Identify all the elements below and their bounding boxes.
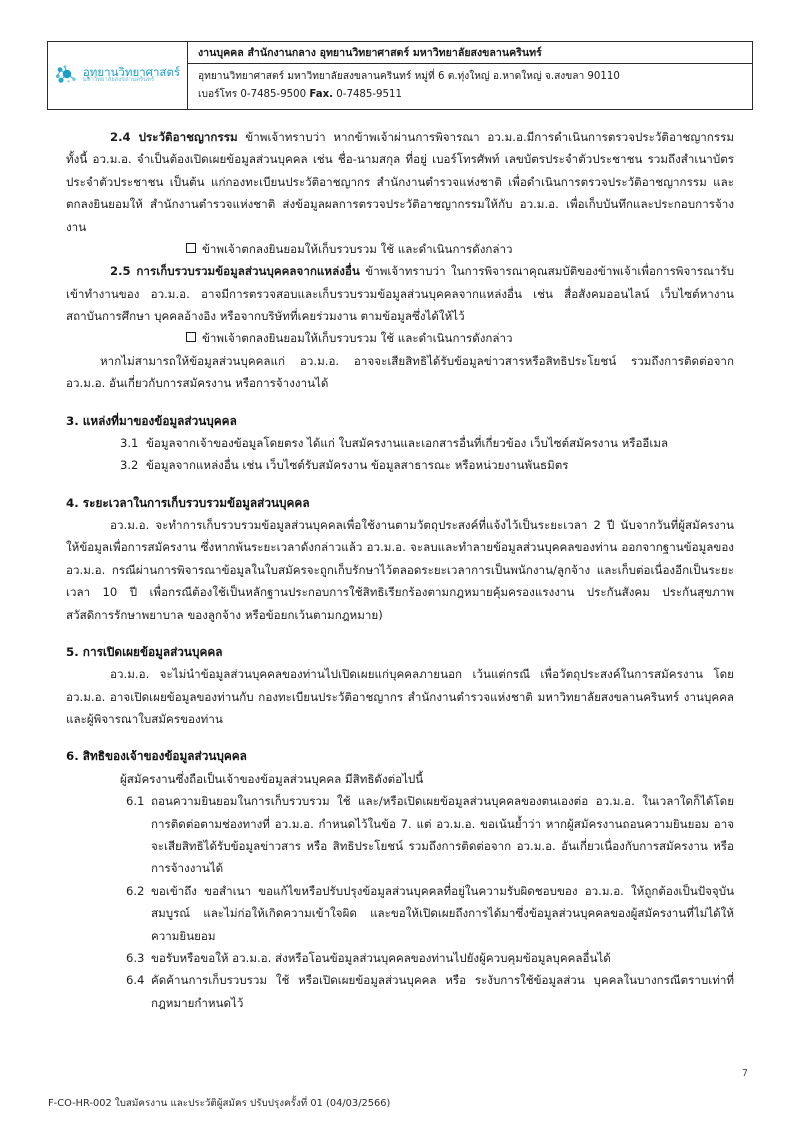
list-item bbox=[66, 432, 734, 454]
section-2-4-paragraph bbox=[66, 126, 734, 238]
section-2-5-paragraph bbox=[66, 260, 734, 327]
list-item bbox=[66, 790, 734, 880]
item-number: 6.2 bbox=[126, 883, 145, 898]
section-2-4-label: 2.4 ประวัติอาชญากรรม bbox=[110, 130, 238, 144]
section-4-heading: 4. ระยะเวลาในการเก็บรวบรวมข้อมูลส่วนบุคคล bbox=[66, 495, 310, 510]
item-text: ถอนความยินยอมในการเก็บรวบรวม ใช้ และ/หรือเปิดเผยข้อมูลส่วนบุคคลของตนเองต่อ อว.ม.อ. ในเวลาใดก็ได้โดยการติดต่อตามช่องทางที่ อว.ม.อ. กำหนดไว้ในข้อ 7. แต่ อว.ม.อ. ขอเน้นย้ำว่า หากผู้สมัครงานถอนความยินยอม อาจจะเสียสิทธิได้รับข้อมูลข่าวสาร หรือ สิทธิประโยชน์ รวมถึงการติดต่อจาก อว.ม.อ. อันเกี่ยวเนื่องกับการสมัครงาน หรือการจ้างงานได้ bbox=[151, 794, 734, 876]
document-header-table bbox=[47, 41, 753, 110]
list-item bbox=[66, 947, 734, 969]
consent-label-2-5: ข้าพเจ้าตกลงยินยอมให้เก็บรวบรวม ใช้ และดำเนินการดังกล่าว bbox=[202, 331, 513, 346]
item-text: ข้อมูลจากแหล่งอื่น เช่น เว็บไซต์รับสมัครงาน ข้อมูลสาธารณะ หรือหน่วยงานพันธมิตร bbox=[146, 458, 569, 473]
logo-text-block bbox=[82, 64, 181, 84]
header-address: อุทยานวิทยาศาสตร์ มหาวิทยาลัยสงขลานครินทร์ หมู่ที่ 6 ต.ทุ่งใหญ่ อ.หาดใหญ่ จ.สงขลา 90110 bbox=[198, 71, 620, 83]
section-3-heading: 3. แหล่งที่มาของข้อมูลส่วนบุคคล bbox=[66, 413, 237, 428]
item-text: ขอรับหรือขอให้ อว.ม.อ. ส่งหรือโอนข้อมูลส่วนบุคคลของท่านไปยังผู้ควบคุมข้อมูลบุคคลอื่นได้ bbox=[151, 950, 611, 965]
page-number: 7 bbox=[741, 1068, 748, 1079]
header-fax-number: 0-7485-9511 bbox=[333, 89, 402, 101]
section-2-5-label: 2.5 การเก็บรวบรวมข้อมูลส่วนบุคคลจากแหล่งอื่น bbox=[110, 264, 360, 279]
list-item bbox=[66, 454, 734, 476]
header-text-cell bbox=[188, 42, 752, 109]
section-2-5-body: ข้าพเจ้าทราบว่า ในการพิจารณาคุณสมบัติของข้าพเจ้าเพื่อการพิจารณารับเข้าทำงานของ อว.ม.อ. อาจมีการตรวจสอบและเก็บรวบรวมข้อมูลส่วนบุคคลจากแหล่งอื่น เช่น สื่อสังคมออนไลน์ เว็บไซต์หางาน สถาบันการศึกษา บุคคลอ้างอิง หรือจากบริษัทที่เคยร่วมงาน ตามข้อมูลซึ่งได้ให้ไว้ bbox=[66, 264, 734, 323]
consent-label-2-4: ข้าพเจ้าตกลงยินยอมให้เก็บรวบรวม ใช้ และดำเนินการดังกล่าว bbox=[202, 241, 513, 256]
section-5-heading: 5. การเปิดเผยข้อมูลส่วนบุคคล bbox=[66, 644, 223, 659]
list-item bbox=[66, 969, 734, 1014]
document-body bbox=[66, 126, 734, 1014]
item-text: ข้อมูลจากเจ้าของข้อมูลโดยตรง ได้แก่ ใบสมัครงานและเอกสารอื่นที่เกี่ยวข้อง เว็บไซต์สมัครงาน หรืออีเมล bbox=[146, 435, 669, 450]
footer-document-code: F-CO-HR-002 ใบสมัครงาน และประวัติผู้สมัคร ปรับปรุงครั้งที่ 01 (04/03/2566) bbox=[48, 1098, 391, 1109]
header-title: งานบุคคล สำนักงานกลาง อุทยานวิทยาศาสตร์ มหาวิทยาลัยสงขลานครินทร์ bbox=[188, 42, 752, 64]
list-item bbox=[66, 880, 734, 947]
logo-sub-text: มหาวิทยาลัยสงขลานครินทร์ bbox=[82, 77, 155, 84]
header-fax-label: Fax. bbox=[309, 89, 334, 101]
item-number: 3.2 bbox=[120, 458, 139, 473]
item-number: 3.1 bbox=[120, 435, 139, 450]
header-phone-line bbox=[198, 86, 744, 104]
item-text: คัดค้านการเก็บรวบรวม ใช้ หรือเปิดเผยข้อมูลส่วนบุคคล หรือ ระงับการใช้ข้อมูลส่วน บุคคลในบางกรณีตราบเท่าที่กฎหมายกำหนดไว้ bbox=[151, 973, 734, 1010]
section-2-5-closing: หากไม่สามารถให้ข้อมูลส่วนบุคคลแก่ อว.ม.อ. อาจจะเสียสิทธิได้รับข้อมูลข่าวสารหรือสิทธิประโยชน์ รวมถึงการติดต่อจาก อว.ม.อ. อันเกี่ยวกับการสมัครงาน หรือการจ้างงานได้ bbox=[66, 353, 734, 391]
checkbox-icon[interactable] bbox=[186, 243, 196, 253]
section-4-paragraph: อว.ม.อ. จะทำการเก็บรวบรวมข้อมูลส่วนบุคคลเพื่อใช้งานตามวัตถุประสงค์ที่แจ้งไว้เป็นระยะเวลา 2 ปี นับจากวันที่ผู้สมัครงานให้ข้อมูลเพื่อการสมัครงาน ซึ่งหากพ้นระยะเวลาดังกล่าวแล้ว อว.ม.อ. จะลบและทำลายข้อมูลส่วนบุคคลของท่าน ออกจากฐานข้อมูลของ อว.ม.อ. กรณีผ่านการพิจารณาข้อมูลในใบสมัครจะถูกเก็บรักษาไว้ตลอดระยะเวลาการเป็นพนักงาน/ลูกจ้าง และเก็บต่อเนื่องอีกเป็นระยะเวลา 10 ปี เพื่อกรณีต้องใช้เป็นหลักฐานประกอบการใช้สิทธิเรียกร้องตามกฎหมายคุ้มครองแรงงาน ประกันสังคม ประกันสุขภาพ สวัสดิการรักษาพยาบาล ของลูกจ้าง หรือข้อยกเว้นตามกฎหมาย) bbox=[66, 518, 734, 622]
item-number: 6.1 bbox=[126, 794, 145, 809]
logo-main-text: อุทยานวิทยาศาสตร์ bbox=[82, 64, 181, 79]
header-phone: เบอร์โทร 0-7485-9500 bbox=[198, 89, 310, 101]
section-2-4-body: ข้าพเจ้าทราบว่า หากข้าพเจ้าผ่านการพิจารณา อว.ม.อ.มีการดำเนินการตรวจประวัติอาชญากรรม ทั้งนี้ อว.ม.อ. จำเป็นต้องเปิดเผยข้อมูลส่วนบุคคล เช่น ชื่อ-นามสกุล ที่อยู่ เบอร์โทรศัพท์ เลขบัตรประจำตัวประชาชน รวมถึงสำเนาบัตรประจำตัวประชาชน เป็นต้น แก่กองทะเบียนประวัติอาชญากร สำนักงานตำรวจแห่งชาติ เพื่อดำเนินการตรวจประวัติอาชญากรรม และตกลงยินยอมให้ สำนักงานตำรวจแห่งชาติ ส่งข้อมูลผลการตรวจประวัติอาชญากรรมให้กับ อว.ม.อ. เพื่อเก็บบันทึกและประกอบการจ้างงาน bbox=[66, 130, 734, 234]
section-5-paragraph: อว.ม.อ. จะไม่นำข้อมูลส่วนบุคคลของท่านไปเปิดเผยแก่บุคคลภายนอก เว้นแต่กรณี เพื่อวัตถุประสงค์ในการสมัครงาน โดย อว.ม.อ. อาจเปิดเผยข้อมูลของท่านกับ กองทะเบียนประวัติอาชญากร สำนักงานตำรวจแห่งชาติ มหาวิทยาลัยสงขลานครินทร์ งานบุคคล และผู้พิจารณาใบสมัครของท่าน bbox=[66, 667, 734, 727]
consent-checkbox-row-2-5[interactable] bbox=[66, 327, 734, 349]
item-number: 6.3 bbox=[126, 950, 145, 965]
item-number: 6.4 bbox=[126, 973, 145, 988]
header-logo-cell bbox=[48, 42, 188, 109]
molecule-atom-icon bbox=[55, 64, 81, 86]
section-6-heading: 6. สิทธิของเจ้าของข้อมูลส่วนบุคคล bbox=[66, 749, 247, 764]
organization-logo bbox=[55, 64, 180, 86]
header-contact-block bbox=[188, 64, 752, 109]
item-text: ขอเข้าถึง ขอสำเนา ขอแก้ไขหรือปรับปรุงข้อมูลส่วนบุคคลที่อยู่ในความรับผิดชอบของ อว.ม.อ. ให้ถูกต้องเป็นปัจจุบัน สมบูรณ์ และไม่ก่อให้เกิดความเข้าใจผิด และขอให้เปิดเผยถึงการได้มาซึ่งข้อมูลส่วนบุคคลของผู้สมัครงานที่ไม่ได้ให้ความยินยอม bbox=[151, 883, 734, 943]
checkbox-icon[interactable] bbox=[186, 332, 196, 342]
consent-checkbox-row-2-4[interactable] bbox=[66, 238, 734, 260]
section-6-intro: ผู้สมัครงานซึ่งถือเป็นเจ้าของข้อมูลส่วนบุคคล มีสิทธิดังต่อไปนี้ bbox=[120, 771, 424, 786]
